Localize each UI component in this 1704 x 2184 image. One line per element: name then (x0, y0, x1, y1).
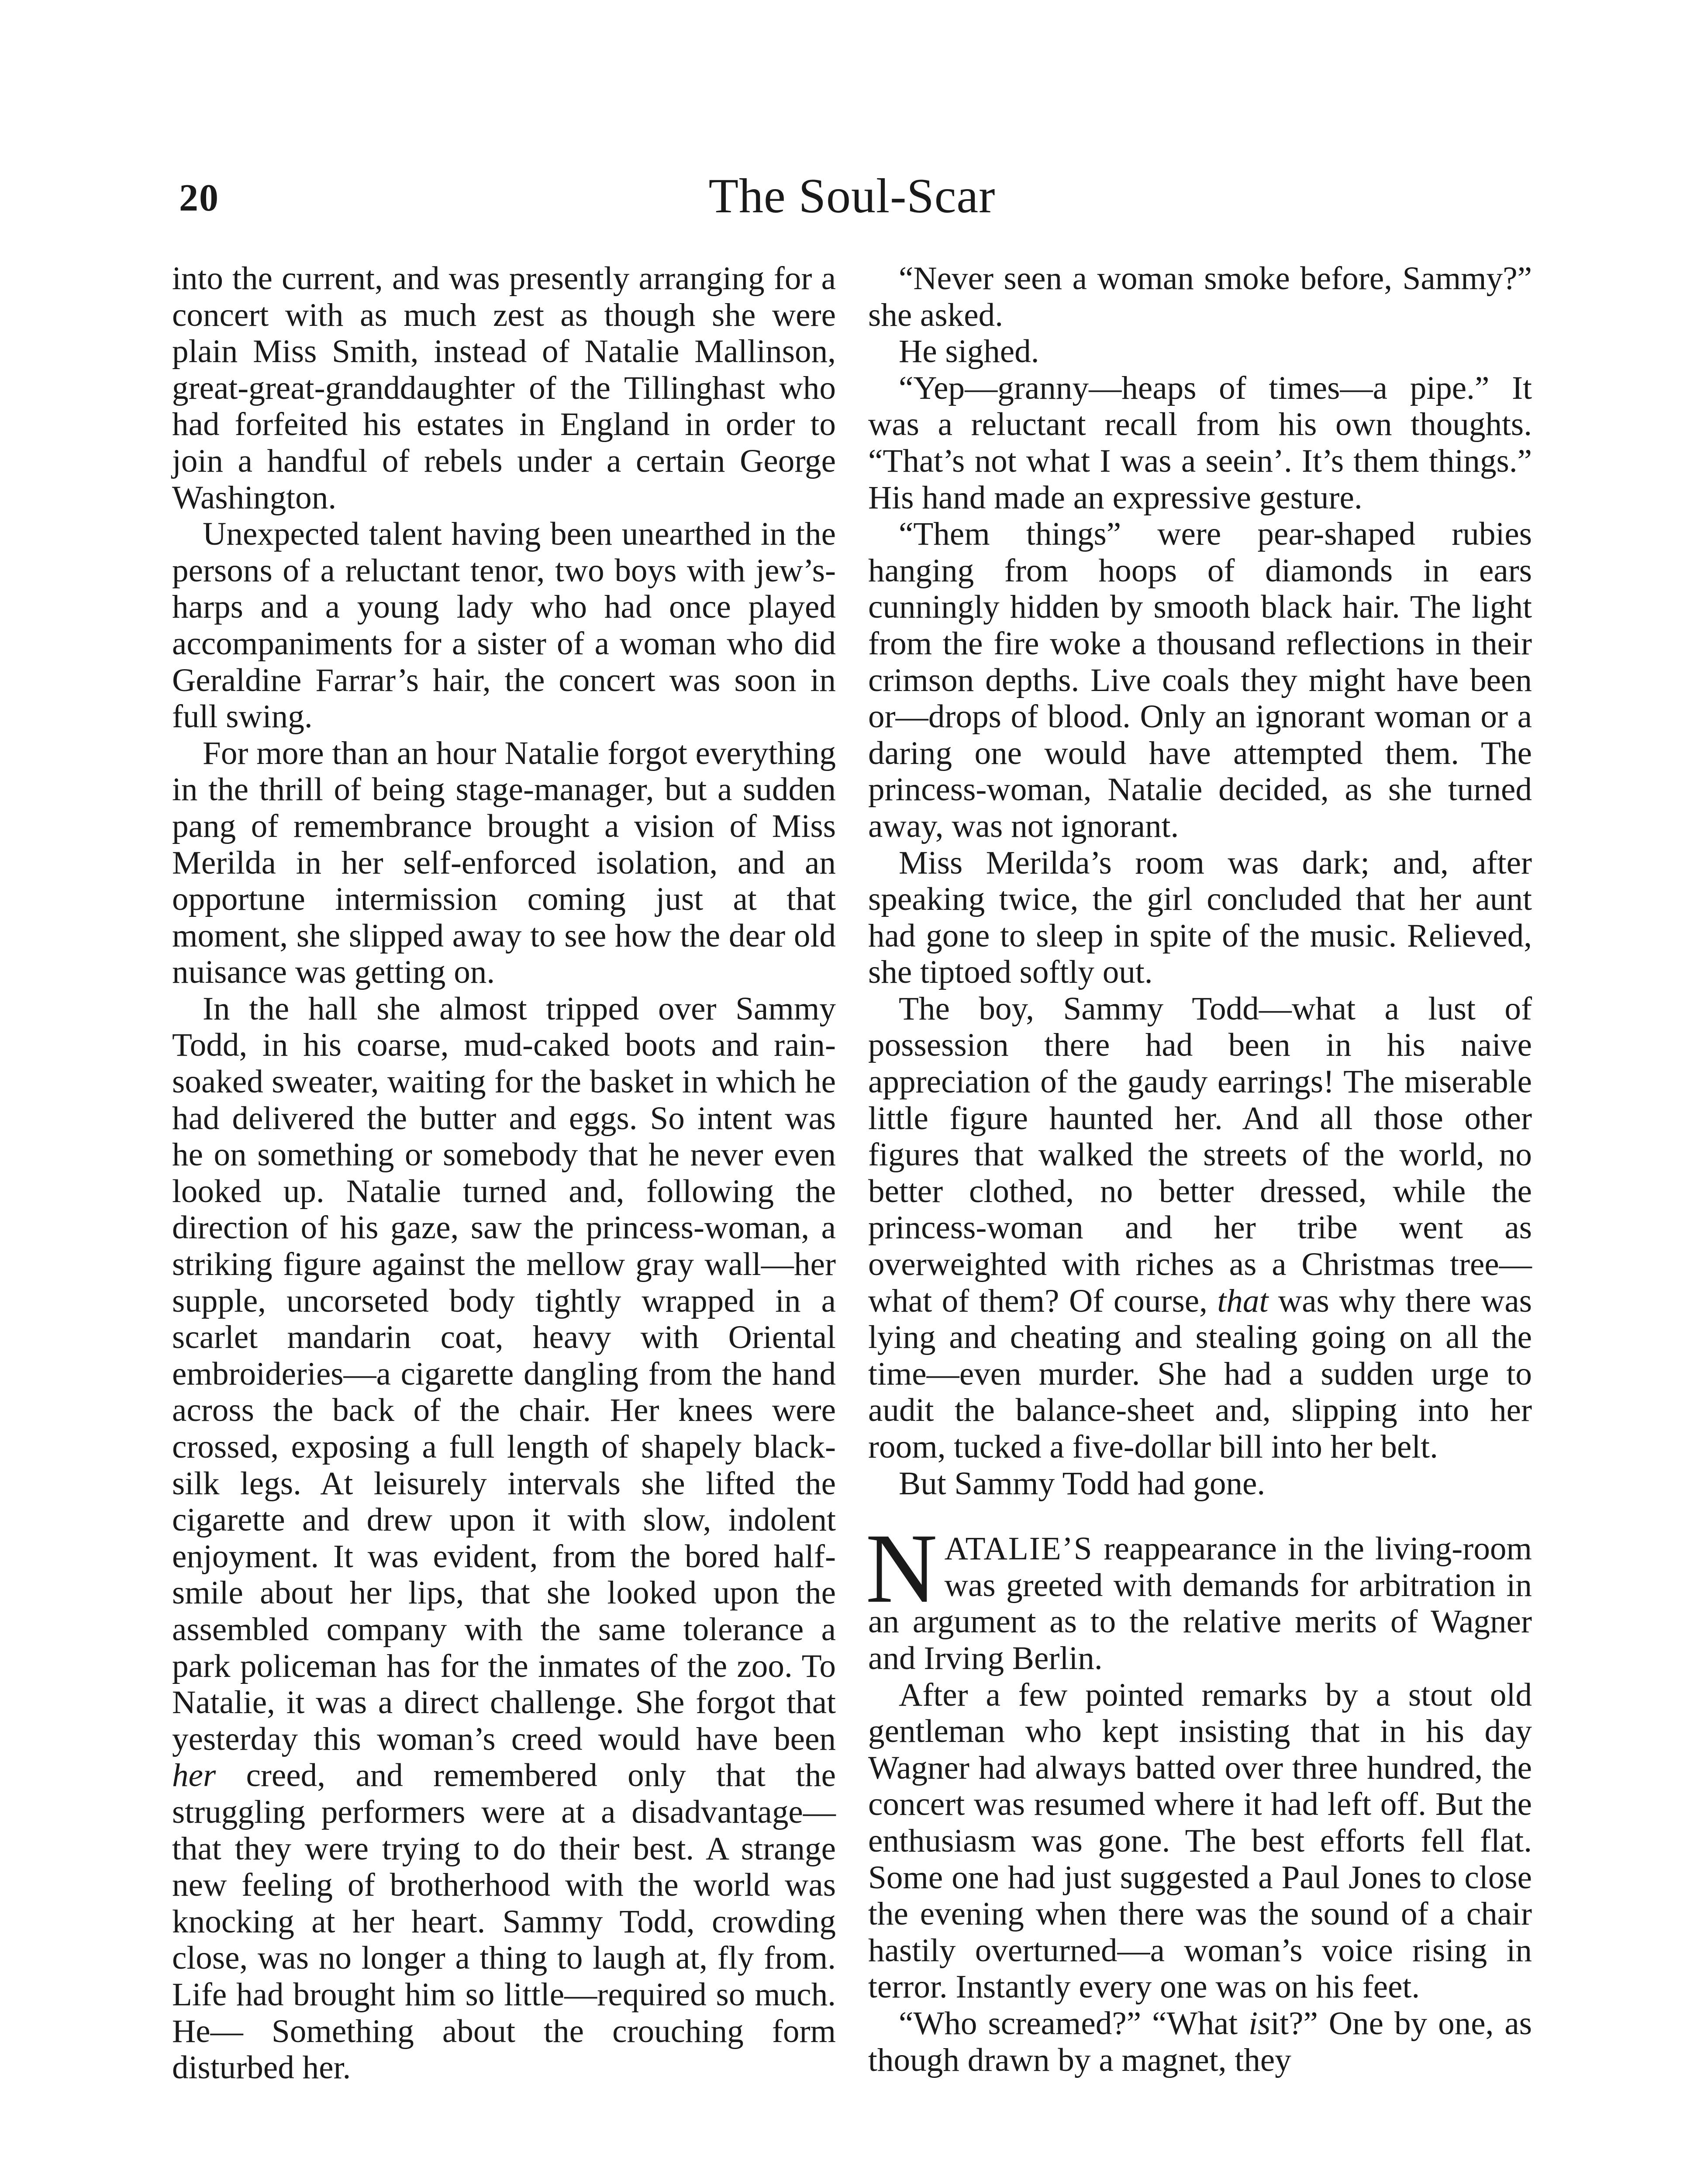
paragraph: After a few pointed remarks by a stout old gentleman who kept insisting that in his day Wagner had always batted over three hundred, the concert was resumed where it had left off. But the enthusiasm was gone. The best efforts fell flat. Some one had just suggested a Paul Jones to close the evening when there was the sound of a chair hastily overturned—a woman’s voice rising in terror. Instantly every one was on his feet. (868, 1676, 1532, 2005)
paragraph-text: reappearance in the living-room was greeted with demands for arbitration in an argument as to the relative merits of Wagner and Irving Berlin. (868, 1531, 1532, 1676)
paragraph-text: it?” One by one, as though drawn by a magnet, they (868, 2005, 1532, 2078)
running-header (172, 168, 1532, 238)
italic-emphasis: her (172, 1757, 216, 1794)
paragraph: For more than an hour Natalie forgot everything in the thrill of being stage-manager, but a sudden pang of remembrance brought a vision of Miss Merilda in her self-enforced isolation, and an opportune intermission coming just at that moment, she slipped away to see how the dear old nuisance was getting on. (172, 735, 836, 991)
paragraph: into the current, and was presently arranging for a concert with as much zest as though she were plain Miss Smith, instead of Natalie Mallinson, great-great-granddaughter of the Tillinghast who had forfeited his estates in England in order to join a handful of rebels under a certain George Washington. (172, 260, 836, 516)
paragraph-text: In the hall she almost tripped over Sammy Todd, in his coarse, mud-caked boots and rain-soaked sweater, waiting for the basket in which he had delivered the butter and eggs. So intent was he on something or somebody that he never even looked up. Natalie turned and, following the direction of his gaze, saw the princess-woman, a striking figure against the mellow gray wall—her supple, uncorseted body tightly wrapped in a scarlet mandarin coat, heavy with Oriental embroideries—a cigarette dangling from the hand across the back of the chair. Her knees were crossed, exposing a full length of shapely black-silk legs. At leisurely intervals she lifted the cigarette and drew upon it with slow, indolent enjoyment. It was evident, from the bored half-smile about her lips, that she looked upon the assembled company with the same tolerance a park policeman has for the inmates of the zoo. To Natalie, it was a direct challenge. She forgot that yesterday this woman’s creed would have been (172, 990, 836, 1757)
paragraph (868, 991, 1532, 1465)
paragraph: “Yep—granny—heaps of times—a pipe.” It was a reluctant recall from his own thoughts. “That’s not what I was a seein’. It’s them things.” His hand made an expressive gesture. (868, 370, 1532, 516)
drop-cap: N (866, 1514, 938, 1624)
right-column (868, 260, 1532, 2078)
small-caps-lead: ATALIE’S (944, 1531, 1093, 1567)
paragraph: Unexpected talent having been unearthed in the persons of a reluctant tenor, two boys with jew’s-harps and a young lady who had once played accompaniments for a sister of a woman who did Geraldine Farrar’s hair, the concert was soon in full swing. (172, 516, 836, 735)
paragraph (868, 2005, 1532, 2078)
running-title: The Soul-Scar (708, 169, 996, 223)
left-column (172, 260, 836, 2086)
page-number: 20 (179, 177, 219, 219)
paragraph: Miss Merilda’s room was dark; and, after speaking twice, the girl concluded that her aunt had gone to sleep in spite of the music. Relieved, she tiptoed softly out. (868, 844, 1532, 991)
italic-emphasis: is (1249, 2005, 1271, 2042)
paragraph-text: The boy, Sammy Todd—what a lust of possession there had been in his naive appreciation of the gaudy earrings! The miserable little figure haunted her. And all those other figures that walked the streets of the world, no better clothed, no better dressed, while the princess-woman and her tribe went as overweighted with riches as a Christmas tree—what of them? Of course, (868, 990, 1532, 1319)
paragraph-text: “Who screamed?” “What (899, 2005, 1238, 2042)
paragraph: He sighed. (899, 333, 1039, 370)
paragraph (172, 991, 836, 2086)
paragraph: “Never seen a woman smoke before, Sammy?” she asked. (868, 260, 1532, 333)
paragraph-text: creed, and remembered only that the struggling performers were at a disadvantage—that they were trying to do their best. A strange new feeling of brotherhood with the world was knocking at her heart. Sammy Todd, crowding close, was no longer a thing to laugh at, fly from. Life had brought him so little—required so much. He— Something about the crouching form disturbed her. (172, 1757, 836, 2086)
italic-emphasis: that (1217, 1282, 1269, 1319)
paragraph-text: was why there was lying and cheating and stealing going on all the time—even murder. She had a sudden urge to audit the balance-sheet and, slipping into her room, tucked a five-dollar bill into her belt. (868, 1282, 1532, 1465)
paragraph: “Them things” were pear-shaped rubies hanging from hoops of diamonds in ears cunningly hidden by smooth black hair. The light from the fire woke a thousand reflections in their crimson depths. Live coals they might have been or—drops of blood. Only an ignorant woman or a daring one would have attempted them. The princess-woman, Natalie decided, as she turned away, was not ignorant. (868, 516, 1532, 844)
section-opening-paragraph (866, 1514, 1532, 1676)
paragraph: But Sammy Todd had gone. (899, 1465, 1266, 1502)
